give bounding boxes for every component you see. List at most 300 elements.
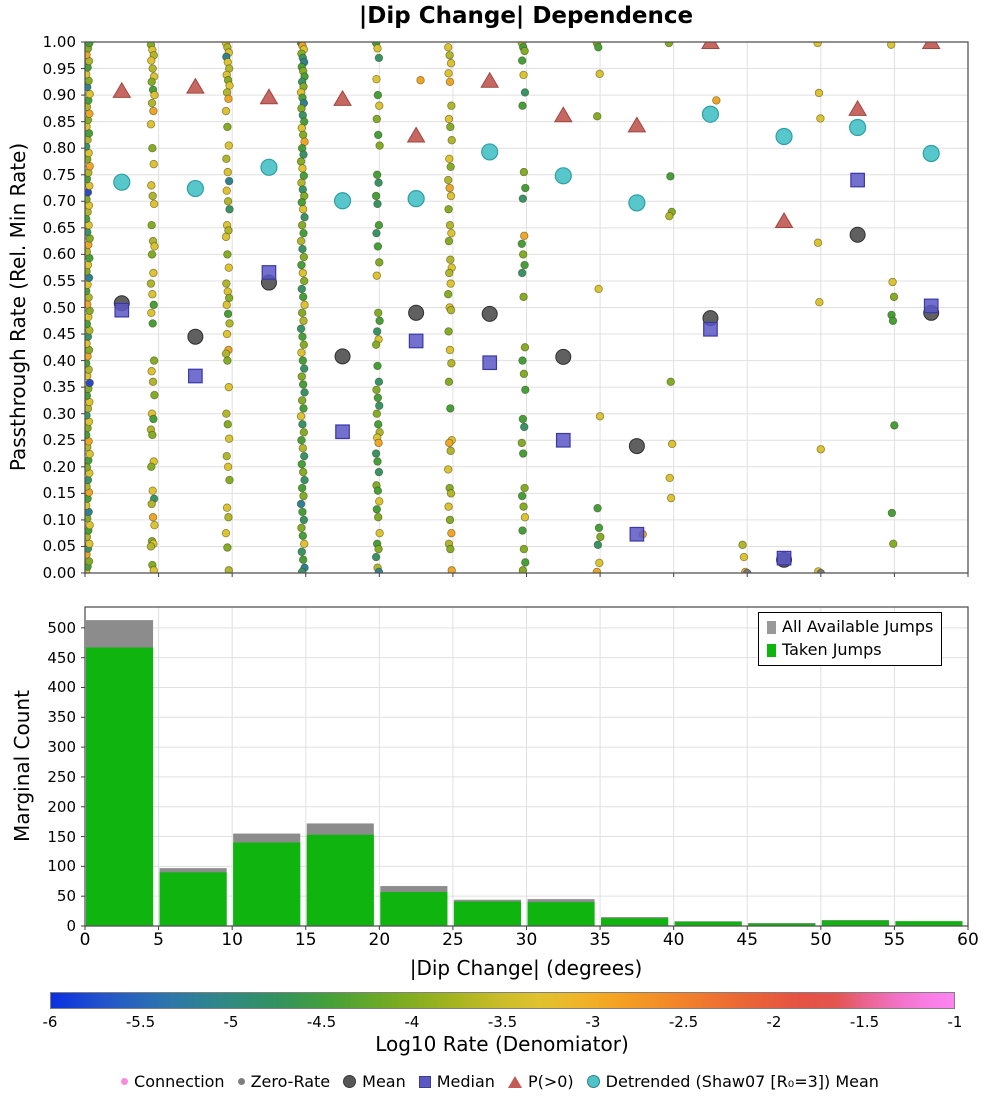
rate-dot	[147, 121, 155, 129]
rate-dot	[83, 464, 91, 472]
rate-dot	[299, 245, 307, 253]
rate-dot	[374, 513, 382, 521]
rate-dot	[445, 205, 453, 213]
rate-dot	[226, 476, 234, 484]
taken-bar	[528, 902, 595, 926]
median-marker	[189, 369, 203, 383]
rate-dot	[300, 253, 308, 261]
rate-dot	[224, 198, 232, 206]
rate-dot	[521, 344, 529, 352]
rate-dot	[298, 261, 306, 269]
mean-marker	[188, 329, 203, 344]
y-tick-label: 0.70	[42, 192, 76, 211]
taken-bar	[307, 835, 374, 926]
rate-dot	[374, 131, 382, 139]
rate-dot	[149, 320, 157, 328]
y-tick-label: 0.50	[42, 298, 76, 317]
detrended-mean-marker	[114, 174, 130, 190]
colorbar-gradient	[50, 992, 955, 1009]
rate-dot	[520, 423, 528, 431]
rate-dot	[148, 78, 156, 86]
rate-dot	[222, 233, 230, 241]
rate-dot	[300, 452, 308, 460]
colorbar-tick-label: -3	[585, 1013, 601, 1031]
rate-dot	[299, 293, 307, 301]
rate-dot	[225, 383, 233, 391]
rate-dot	[889, 317, 897, 325]
y-tick-label: 0.10	[42, 510, 76, 529]
rate-dot	[298, 484, 306, 492]
rate-dot	[372, 450, 380, 458]
taken-bar	[380, 892, 447, 926]
rate-dot	[593, 113, 601, 121]
rate-dot	[374, 458, 382, 466]
rate-dot	[301, 476, 309, 484]
x-tick-label: 30	[515, 930, 538, 950]
rate-dot	[446, 221, 454, 229]
detrended-mean-marker	[923, 146, 939, 162]
y-tick-label: 150	[47, 827, 76, 846]
rate-dot	[445, 115, 453, 123]
x-tick-label: 15	[294, 930, 317, 950]
rate-dot	[518, 240, 526, 248]
rate-dot	[519, 251, 527, 259]
circle-icon	[121, 1078, 128, 1085]
mean-marker	[409, 305, 424, 320]
taken-bar	[86, 648, 153, 926]
rate-dot	[150, 357, 158, 365]
x-tick-label: 50	[810, 930, 832, 950]
rate-dot	[374, 394, 382, 402]
rate-dot	[522, 184, 530, 192]
rate-dot	[299, 205, 307, 213]
rate-dot	[225, 294, 233, 302]
y-tick-label: 450	[47, 648, 76, 667]
detrended-mean-marker	[702, 106, 718, 122]
rate-dot	[151, 391, 159, 399]
rate-dot	[223, 280, 231, 288]
rate-dot	[444, 466, 452, 474]
median-marker	[262, 266, 276, 280]
y-tick-label: 0.35	[42, 378, 76, 397]
rate-dot	[85, 558, 93, 566]
rate-dot	[448, 229, 456, 237]
rate-dot	[520, 370, 528, 378]
rate-dot	[375, 378, 383, 386]
histogram-legend	[758, 612, 942, 666]
p-gt0-marker	[628, 117, 645, 132]
rate-dot	[520, 545, 528, 553]
rate-dot	[150, 160, 158, 168]
rate-dot	[522, 559, 530, 567]
p-gt0-marker	[260, 89, 277, 104]
rate-dot	[298, 221, 306, 229]
median-marker	[777, 551, 791, 565]
rate-dot	[713, 97, 721, 105]
rate-dot	[225, 142, 233, 150]
legend-item	[419, 1072, 495, 1091]
rate-dot	[298, 460, 306, 468]
rate-dot	[222, 107, 230, 115]
rate-dot	[225, 264, 233, 272]
rate-dot	[298, 436, 306, 444]
mean-marker	[850, 227, 865, 242]
rate-dot	[596, 70, 604, 78]
rate-dot	[521, 47, 529, 55]
rate-dot	[444, 176, 452, 184]
rate-dot	[223, 301, 231, 309]
rate-dot	[151, 243, 159, 251]
rate-dot	[375, 545, 383, 553]
rate-dot	[148, 99, 156, 107]
x-tick-label: 0	[79, 930, 91, 950]
rate-dot	[149, 513, 157, 521]
available-jumps-swatch	[767, 621, 776, 634]
rate-dot	[740, 553, 748, 561]
rate-dot	[374, 45, 382, 53]
rate-dot	[447, 192, 455, 200]
y-tick-label: 250	[47, 767, 76, 786]
legend-item	[508, 1072, 574, 1091]
y-tick-label: 0.25	[42, 431, 76, 450]
mean-marker	[556, 349, 571, 364]
rate-dot	[224, 463, 232, 471]
rate-dot	[148, 367, 156, 375]
median-marker	[336, 425, 350, 439]
rate-dot	[300, 277, 308, 285]
rate-dot	[814, 39, 822, 47]
rate-dot	[814, 239, 822, 247]
rate-dot	[297, 413, 305, 421]
rate-dot	[596, 559, 604, 567]
p-gt0-marker	[334, 91, 351, 106]
rate-dot	[372, 192, 380, 200]
taken-jumps-swatch	[767, 644, 776, 657]
rate-dot	[223, 155, 231, 163]
rate-dot	[86, 39, 94, 47]
mean-marker	[335, 349, 350, 364]
median-marker	[630, 527, 644, 541]
rate-dot	[446, 51, 454, 59]
rate-dot	[447, 280, 455, 288]
rate-dot	[445, 269, 453, 277]
rate-dot	[299, 357, 307, 365]
triangle-icon	[508, 1076, 522, 1088]
rate-dot	[149, 487, 157, 495]
rate-dot	[82, 71, 90, 79]
detrended-mean-marker	[408, 191, 424, 207]
median-marker	[115, 303, 129, 317]
rate-dot	[520, 71, 528, 79]
x-tick-label: 20	[368, 930, 391, 950]
x-tick-label: 5	[153, 930, 164, 950]
scatter-panel	[79, 36, 974, 579]
rate-dot	[85, 130, 93, 138]
rate-dot	[889, 278, 897, 286]
rate-dot	[82, 431, 90, 439]
y-tick-label: 100	[47, 857, 76, 876]
rate-dot	[595, 285, 603, 293]
rate-dot	[445, 328, 453, 336]
rate-dot	[665, 39, 673, 47]
rate-dot	[447, 306, 455, 314]
rate-dot	[444, 44, 452, 52]
taken-bar	[895, 921, 962, 926]
mean-marker	[629, 439, 644, 454]
p-gt0-marker	[481, 73, 498, 88]
y-tick-label: 1.00	[42, 33, 76, 51]
rate-dot	[594, 44, 602, 52]
rate-dot	[147, 309, 155, 317]
median-marker	[557, 434, 571, 448]
circle-icon	[343, 1075, 356, 1088]
rate-dot	[226, 320, 234, 328]
rate-dot	[374, 487, 382, 495]
rate-dot	[375, 259, 383, 267]
rate-dot	[375, 402, 383, 410]
rate-dot	[298, 199, 306, 207]
legend-item-label: Detrended (Shaw07 [R₀=3]) Mean	[605, 1072, 879, 1091]
rate-dot	[374, 91, 382, 99]
taken-bar	[601, 918, 668, 926]
colorbar-tick-label: -6	[42, 1013, 58, 1031]
y-tick-label: 400	[47, 678, 76, 697]
rate-dot	[375, 498, 383, 506]
rate-dot	[299, 421, 307, 429]
rate-dot	[148, 500, 156, 508]
rate-dot	[372, 341, 380, 349]
y-tick-label: 300	[47, 738, 76, 757]
rate-dot	[520, 232, 528, 240]
rate-dot	[299, 131, 307, 139]
y-tick-label: 0.30	[42, 404, 76, 423]
rate-dot	[298, 285, 306, 293]
rate-dot	[447, 59, 455, 67]
rate-dot	[890, 293, 898, 301]
rate-dot	[596, 413, 604, 421]
rate-dot	[446, 78, 454, 86]
y-tick-label: 0.75	[42, 165, 76, 184]
rate-dot	[372, 553, 380, 561]
rate-dot	[299, 269, 307, 277]
detrended-mean-marker	[555, 168, 571, 184]
rate-dot	[223, 410, 231, 418]
rate-dot	[149, 290, 157, 298]
rate-dot	[375, 439, 383, 447]
rate-dot	[225, 95, 233, 103]
rate-dot	[666, 474, 674, 482]
x-tick-label: 35	[589, 930, 611, 950]
rate-dot	[148, 251, 156, 259]
rate-dot	[597, 533, 605, 541]
top-y-axis-title: Passthrough Rate (Rel. Min Rate)	[6, 142, 30, 472]
legend-item	[587, 1072, 879, 1091]
median-marker	[851, 173, 865, 187]
p-gt0-marker	[408, 127, 425, 141]
rate-dot	[668, 440, 676, 448]
rate-dot	[446, 516, 454, 524]
y-tick-label: 0.55	[42, 271, 76, 290]
rate-dot	[150, 415, 158, 423]
rate-dot	[520, 293, 528, 301]
taken-bar	[454, 902, 521, 926]
p-gt0-marker	[555, 107, 572, 122]
rate-dot	[149, 144, 157, 152]
rate-dot	[373, 171, 381, 179]
rate-dot	[375, 179, 383, 187]
rate-dot	[446, 346, 454, 354]
rate-dot	[225, 513, 233, 521]
rate-dot	[891, 422, 899, 430]
rate-dot	[298, 524, 306, 532]
rate-dot	[519, 527, 527, 535]
rate-dot	[447, 163, 455, 171]
rate-dot	[83, 392, 91, 400]
rate-dot	[373, 229, 381, 237]
x-tick-label: 45	[736, 930, 759, 950]
rate-dot	[888, 509, 896, 517]
detrended-mean-marker	[261, 159, 277, 175]
rate-dot	[222, 350, 230, 358]
rate-dot	[518, 57, 526, 65]
rate-dot	[300, 341, 308, 349]
taken-bar	[822, 921, 889, 926]
bottom-y-axis-title: Marginal Count	[10, 690, 34, 842]
rate-dot	[82, 215, 90, 223]
rate-dot	[374, 421, 382, 429]
rate-dot	[375, 54, 383, 62]
y-tick-label: 0.90	[42, 86, 76, 105]
rate-dot	[83, 195, 91, 203]
rate-dot	[86, 521, 94, 529]
rate-dot	[448, 359, 456, 367]
rate-dot	[298, 548, 306, 556]
rate-dot	[299, 165, 307, 173]
rate-dot	[224, 544, 232, 552]
y-tick-label: 0.85	[42, 112, 76, 131]
rate-dot	[817, 445, 825, 453]
rate-dot	[150, 200, 158, 208]
rate-dot	[521, 89, 529, 97]
p-gt0-marker	[113, 83, 130, 98]
rate-dot	[226, 82, 234, 90]
detrended-mean-marker	[850, 119, 866, 135]
rate-dot	[667, 378, 675, 386]
rate-dot	[223, 330, 231, 338]
rate-dot	[149, 65, 157, 73]
rate-dot	[222, 529, 230, 537]
rate-dot	[300, 540, 308, 548]
available-jumps-label: All Available Jumps	[782, 617, 934, 636]
rate-dot	[373, 328, 381, 336]
legend-item-label: P(>0)	[527, 1072, 574, 1091]
p-gt0-marker	[776, 213, 793, 228]
detrended-mean-marker	[629, 195, 645, 211]
colorbar-tick-label: -4.5	[306, 1013, 337, 1031]
rate-dot	[151, 91, 159, 99]
chart-title: |Dip Change| Dependence	[358, 3, 694, 29]
p-gt0-marker	[849, 101, 866, 116]
x-tick-label: 25	[442, 930, 464, 950]
detrended-mean-marker	[776, 129, 792, 145]
bottom-x-axis-title: |Dip Change| (degrees)	[409, 956, 643, 980]
rate-dot	[374, 309, 382, 317]
rate-dot	[223, 187, 231, 195]
rate-dot	[298, 568, 306, 576]
y-tick-label: 500	[47, 618, 76, 637]
detrended-mean-marker	[187, 181, 203, 197]
rate-dot	[150, 107, 158, 115]
colorbar-tick-label: -5	[223, 1013, 239, 1031]
rate-dot	[299, 444, 307, 452]
rate-dot	[375, 468, 383, 476]
rate-dot	[150, 301, 158, 309]
rate-dot	[224, 123, 232, 131]
rate-dot	[299, 381, 307, 389]
rate-dot	[447, 405, 455, 413]
rate-dot	[298, 309, 306, 317]
rate-dot	[83, 340, 91, 348]
rate-dot	[300, 516, 308, 524]
square-icon	[419, 1076, 431, 1088]
legend-item-label: Connection	[134, 1072, 225, 1091]
colorbar-tick-label: -2	[766, 1013, 782, 1031]
circle-icon	[238, 1078, 245, 1085]
legend-item	[343, 1072, 406, 1091]
legend-row-available	[767, 618, 933, 636]
rate-dot	[82, 143, 90, 151]
y-tick-label: 0.45	[42, 325, 76, 344]
rate-dot	[224, 168, 232, 176]
rate-dot	[518, 492, 526, 500]
rate-dot	[519, 102, 527, 110]
rate-dot	[448, 529, 456, 537]
rate-dot	[376, 529, 384, 537]
rate-dot	[519, 450, 527, 458]
rate-dot	[666, 212, 674, 220]
rate-dot	[594, 504, 602, 512]
colorbar-tick-label: -2.5	[668, 1013, 699, 1031]
rate-dot	[595, 524, 603, 532]
rate-dot	[149, 192, 157, 200]
rate-dot	[147, 543, 155, 551]
rate-dot	[373, 505, 381, 513]
mean-marker	[482, 306, 497, 321]
rate-dot	[374, 243, 382, 251]
rate-dot	[300, 229, 308, 237]
taken-jumps-label: Taken Jumps	[782, 640, 882, 659]
rate-dot	[299, 333, 307, 341]
y-tick-label: 350	[47, 708, 76, 727]
rate-dot	[298, 397, 306, 405]
y-tick-label: 0.00	[42, 564, 76, 582]
rate-dot	[815, 89, 823, 97]
median-marker	[704, 323, 718, 337]
rate-dot	[86, 90, 94, 98]
rate-dot	[298, 124, 306, 132]
x-tick-label: 60	[957, 930, 979, 950]
y-tick-label: 0.65	[42, 218, 76, 237]
rate-dot	[739, 541, 747, 549]
rate-dot	[299, 468, 307, 476]
rate-dot	[445, 503, 453, 511]
rate-dot	[298, 105, 306, 113]
rate-dot	[816, 298, 824, 306]
rate-dot	[223, 452, 231, 460]
y-tick-label: 0.95	[42, 59, 76, 78]
colorbar-label: Log10 Rate (Denomiator)	[375, 1032, 629, 1056]
rate-dot	[86, 182, 94, 190]
